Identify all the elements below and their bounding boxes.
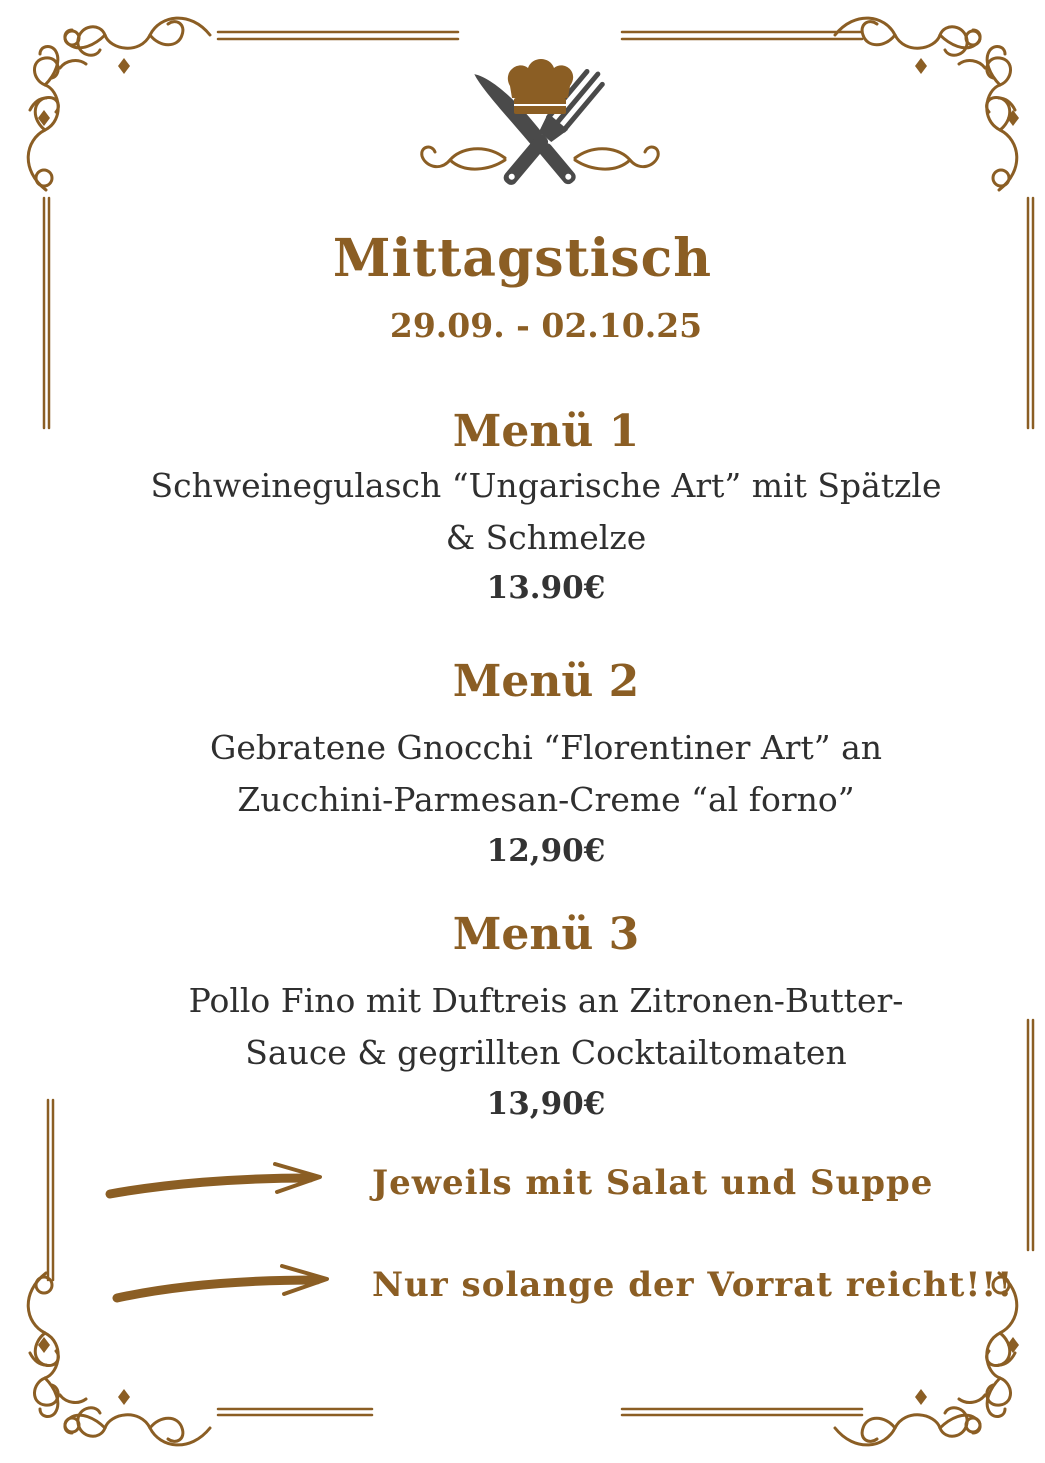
menu-2-description-line-1: Gebratene Gnocchi “Florentiner Art” an	[209, 728, 883, 767]
menu-2-price: 12,90€	[486, 833, 606, 869]
menu-3-description-line-2: Sauce & gegrillten Cocktailtomaten	[245, 1033, 847, 1072]
menu-3-heading: Menü 3	[452, 909, 640, 960]
menu-2-heading: Menü 2	[452, 656, 640, 707]
note-while-stocks-last: Nur solange der Vorrat reicht!!!	[372, 1265, 1014, 1305]
menu-1-price: 13.90€	[486, 570, 606, 606]
date-range: 29.09. - 02.10.25	[389, 306, 703, 345]
menu-1-description-line-2: & Schmelze	[445, 518, 647, 557]
chef-hat-knife-fork-icon	[410, 48, 670, 203]
note-salad-soup: Jeweils mit Salat und Suppe	[372, 1163, 934, 1203]
menu-1-heading: Menü 1	[452, 406, 640, 457]
arrow-right-icon	[105, 1158, 330, 1203]
page-title: Mittagstisch	[332, 228, 713, 289]
arrow-right-icon	[112, 1258, 337, 1308]
menu-2-description-line-2: Zucchini-Parmesan-Creme “al forno”	[237, 780, 855, 819]
menu-3-price: 13,90€	[486, 1086, 606, 1122]
menu-3-description-line-1: Pollo Fino mit Duftreis an Zitronen-Butter-	[188, 981, 904, 1020]
menu-1-description-line-1: Schweinegulasch “Ungarische Art” mit Spätzle	[150, 466, 942, 505]
